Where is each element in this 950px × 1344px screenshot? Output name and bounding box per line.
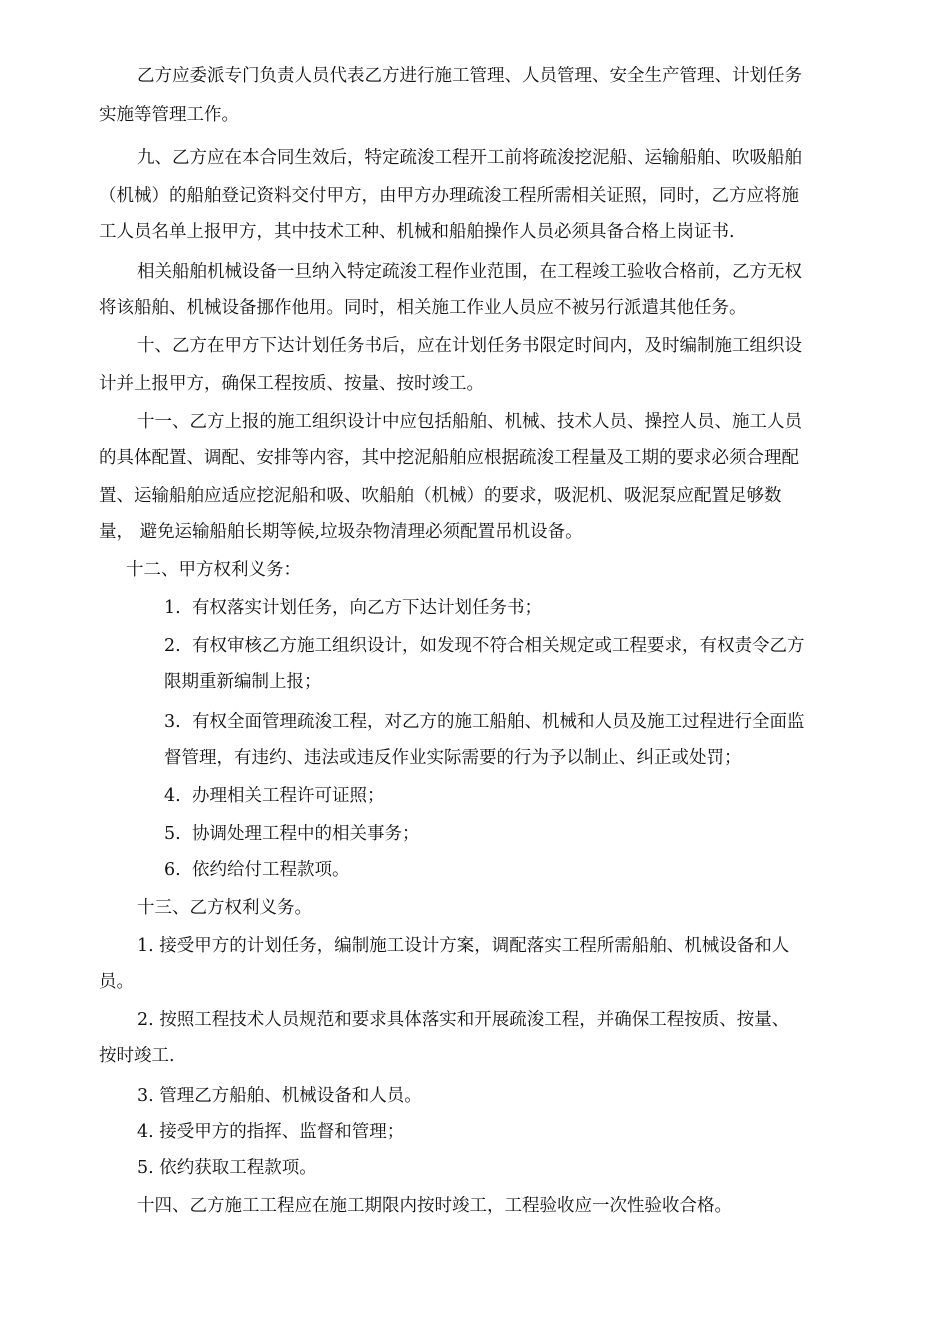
clause-11-line-1: 十一、乙方上报的施工组织设计中应包括船舶、机械、技术人员、操控人员、施工人员 xyxy=(137,412,802,432)
para-a-line-1: 乙方应委派专门负责人员代表乙方进行施工管理、人员管理、安全生产管理、计划任务 xyxy=(137,66,802,86)
clause-13-item-1-cont: 员。 xyxy=(99,972,134,992)
list-number: 2. xyxy=(164,636,181,656)
clause-13-item-2-cont: 按时竣工. xyxy=(99,1046,175,1066)
clause-13-item-5: 5. 依约获取工程款项。 xyxy=(137,1158,317,1178)
list-item-text: 有权全面管理疏浚工程，对乙方的施工船舶、机械和人员及施工过程进行全面监 xyxy=(192,712,805,732)
para-a-line-2: 实施等管理工作。 xyxy=(99,105,239,125)
list-item-text: 有权落实计划任务，向乙方下达计划任务书； xyxy=(192,598,542,618)
list-item-text: 有权审核乙方施工组织设计，如发现不符合相关规定或工程要求，有权责令乙方 xyxy=(192,636,805,656)
clause-13-item-4: 4. 接受甲方的指挥、监督和管理； xyxy=(137,1122,405,1142)
list-number: 3. xyxy=(164,712,181,732)
list-number: 5. xyxy=(164,824,181,844)
clause-10-line-1: 十、乙方在甲方下达计划任务书后，应在计划任务书限定时间内，及时编制施工组织设 xyxy=(137,336,802,356)
list-item-text: 依约给付工程款项。 xyxy=(192,860,350,880)
list-number: 1. xyxy=(164,598,181,618)
clause-11-line-4: 量， 避免运输船舶长期等候,垃圾杂物清理必须配置吊机设备。 xyxy=(99,522,583,542)
clause-9-line-2: （机械）的船舶登记资料交付甲方，由甲方办理疏浚工程所需相关证照，同时，乙方应将施 xyxy=(99,186,799,206)
para-b-line-2: 将该船舶、机械设备挪作他用。同时，相关施工作业人员应不被另行派遣其他任务。 xyxy=(99,298,747,318)
clause-10-line-2: 计并上报甲方，确保工程按质、按量、按时竣工。 xyxy=(99,374,484,394)
clause-12-item-3-cont: 督管理，有违约、违法或违反作业实际需要的行为予以制止、纠正或处罚； xyxy=(164,748,742,768)
clause-12-item-3 xyxy=(164,710,805,734)
para-b-line-1: 相关船舶机械设备一旦纳入特定疏浚工程作业范围，在工程竣工验收合格前，乙方无权 xyxy=(137,262,802,282)
clause-13-item-1: 1. 接受甲方的计划任务，编制施工设计方案，调配落实工程所需船舶、机械设备和人 xyxy=(137,936,790,956)
clause-12-item-4 xyxy=(164,784,385,808)
clause-13-item-3: 3. 管理乙方船舶、机械设备和人员。 xyxy=(137,1086,422,1106)
clause-12-item-5 xyxy=(164,822,420,846)
clause-11-line-3: 置、运输船舶应适应挖泥船和吸、吹船舶（机械）的要求，吸泥机、吸泥泵应配置足够数 xyxy=(99,486,782,506)
clause-13-item-2: 2. 按照工程技术人员规范和要求具体落实和开展疏浚工程，并确保工程按质、按量、 xyxy=(137,1010,790,1030)
clause-12-item-2-cont: 限期重新编制上报； xyxy=(164,672,322,692)
clause-9-line-3: 工人员名单上报甲方，其中技术工种、机械和船舶操作人员必须具备合格上岗证书. xyxy=(99,222,735,242)
clause-14-line-1: 十四、乙方施工工程应在施工期限内按时竣工，工程验收应一次性验收合格。 xyxy=(137,1196,732,1216)
clause-9-line-1: 九、乙方应在本合同生效后，特定疏浚工程开工前将疏浚挖泥船、运输船舶、吹吸船舶 xyxy=(137,148,802,168)
clause-13-heading: 十三、乙方权利义务。 xyxy=(137,898,312,918)
clause-11-line-2: 的具体配置、调配、安排等内容，其中挖泥船舶应根据疏浚工程量及工期的要求必须合理配 xyxy=(99,448,799,468)
list-number: 4. xyxy=(164,786,181,806)
list-number: 6. xyxy=(164,860,181,880)
clause-12-item-6 xyxy=(164,858,350,882)
clause-12-heading: 十二、甲方权利义务： xyxy=(126,560,301,580)
list-item-text: 协调处理工程中的相关事务； xyxy=(192,824,420,844)
list-item-text: 办理相关工程许可证照； xyxy=(192,786,385,806)
clause-12-item-1 xyxy=(164,596,542,620)
clause-12-item-2 xyxy=(164,634,805,658)
